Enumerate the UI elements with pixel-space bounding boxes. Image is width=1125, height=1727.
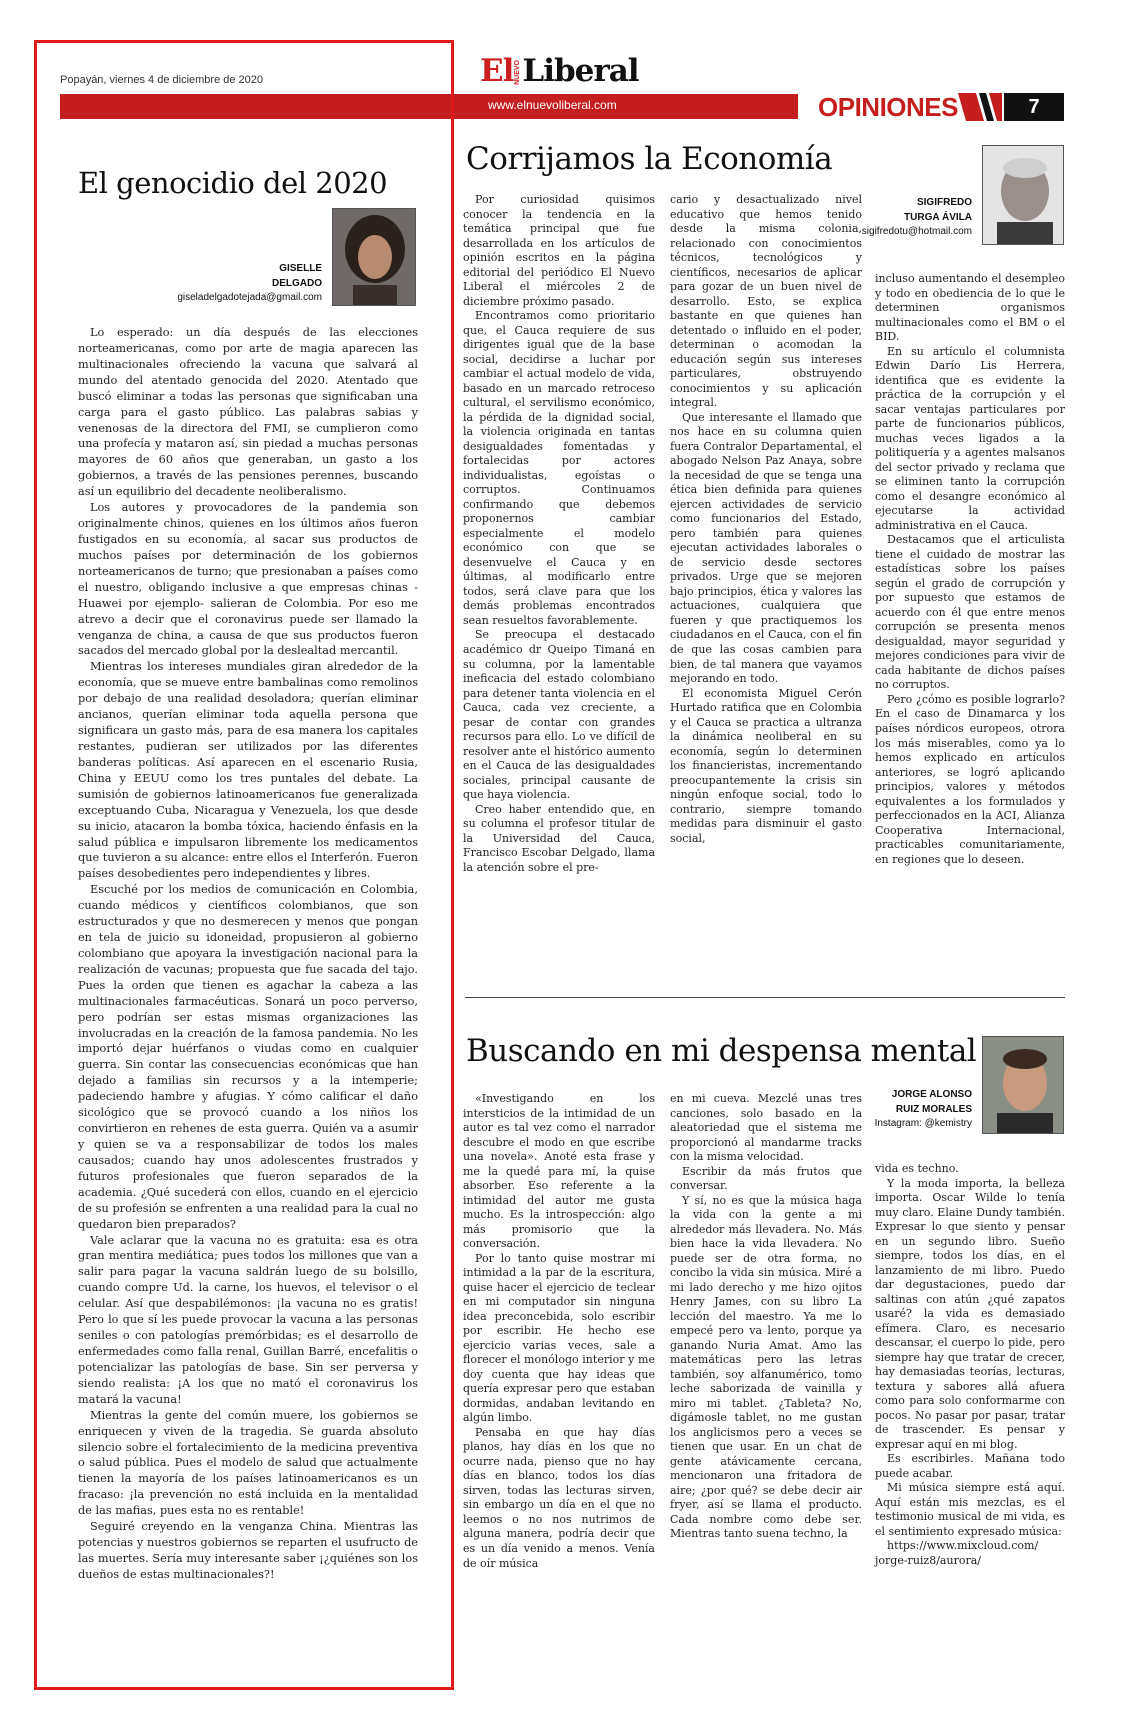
paragraph: Creo haber entendido que, en su columna el profesor titular de la Universidad del Cauca, Francisco Escobar Delgado, llama la atención sobre el pre- — [463, 802, 655, 874]
paragraph: Se preocupa el destacado académico dr Queipo Timaná en su columna, por la lamentable ineficacia del estado colombiano para detener tanta violencia en el Cauca, cada vez creciente, a pesar de contar con grandes recursos para ello. Lo ve difícil de resolver ante el histórico aumento en el Cauca de las desigualdades sociales, principal causante de que haya violencia. — [463, 628, 655, 802]
newspaper-logo: ElNUEVOLiberal — [480, 53, 639, 89]
author-byline: JORGE ALONSO RUIZ MORALES Instagram: @kemistry — [830, 1088, 972, 1132]
section-divider — [465, 997, 1065, 998]
author-portrait-icon — [982, 1036, 1064, 1134]
paragraph: Destacamos que el articulista tiene el cuidado de mostrar las estadísticas sobre los países según el grado de corrupción y por supuesto que estamos de acuerdo con él que entre menos corrupción se presenta menos desigualdad, mayor seguridad y mejores condiciones para vivir de cada habitante de dichos países no corruptos. — [875, 533, 1065, 692]
paragraph: Escribir da más frutos que conversar. — [670, 1164, 862, 1193]
paragraph: Pensaba en que hay días planos, hay días en los que no ocurre nada, pienso que no hay días en blanco, todos los días sirven, todas las lecturas sirven, sin embargo un día en el que no leemos o no nos nutrimos de alguna manera, podría decir que es un día venido a menos. Venía de oír música — [463, 1425, 655, 1570]
author-email: Instagram: @kemistry — [874, 1118, 972, 1129]
paragraph: Mientras los intereses mundiales giran alrededor de la economía, que se mueve entre bambalinas como remolinos por debajo de una realidad desoladora; querían eliminar ancianos, querían eliminar toda aquella persona que significara un gasto más, para de esa manera los capitales restantes, pudieran ser utilizados por las diferentes banderas políticas. Así aparecen en el escenario Rusia, China y EEUU como los tres puntales del debate. La sumisión de gobiernos latinoamericanos fue generalizada exceptuando Cuba, Nicaragua y Venezuela, los que desde su inicio, atacaron la bomba tóxica, haciendo énfasis en la salud pública e impulsaron libremente los medicamentos que tuvieron a su alcance: entre ellos el Interferón. Fueron países desobedientes pero independientes y libres. — [78, 660, 418, 881]
section-title: OPINIONES — [818, 92, 958, 122]
author-byline: GISELLE DELGADO giseladelgadotejada@gmail.com — [150, 262, 322, 306]
article-body — [463, 193, 655, 973]
paragraph: Mi música siempre está aquí. Aquí están mis mezclas, es el testimonio musical de mi vida, es el sentimiento expresado música: — [875, 1481, 1065, 1538]
paragraph: Y la moda importa, la belleza importa. Oscar Wilde lo tenía muy claro. Elaine Dundy también. Expresar lo que siento y pensar en un segundo libro. Sueño siempre, todos los días, en el lanzamiento de mi libro. Puedo dar degustaciones, puedo dar saltinas con atún ¿qué zapatos usaré? la vida es demasiado efímera. Claro, es necesario descansar, el cuerpo lo pide, pero siempre hay que tratar de crecer, hay demasiadas teorías, lecturas, textura y sabores allá afuera como para solo conformarme con pocos. No pasar por pasar, tratar de trascender. Es pensar y expresar aquí en mi blog. — [875, 1176, 1065, 1451]
paragraph: vida es techno. — [875, 1162, 959, 1175]
article-body — [463, 1092, 655, 1707]
article-body — [670, 1092, 862, 1707]
paragraph: Que interesante el llamado que nos hace en su columna quien fuera Contralor Departamental, el abogado Nelson Paz Anaya, sobre la necesidad de que se tenga una ética bien definida para quienes ejercen actividades de servicio como funcionarios del Estado, pero también para quienes ejecutan actividades laborales o de servicio desde sectores privados. Urge que se mejoren bajo principios, ética y valores las actuaciones, cualquiera que fueren y que practiquemos los ciudadanos en el Cauca, con el fin de que las cosas cambien para bien, de tal manera que vayamos mejorando en todo. — [670, 410, 862, 686]
issue-date: Popayán, viernes 4 de diciembre de 2020 — [60, 74, 264, 86]
paragraph: Por curiosidad quisimos conocer la tendencia en la temática principal que fue desarrollada en los artículos de opinión escritos en la página editorial del periódico El Nuevo Liberal el miércoles 2 de diciembre próximo pasado. — [463, 193, 655, 308]
paragraph: El economista Miguel Cerón Hurtado ratifica que en Colombia y el Cauca se practica a ultranza la dinámica neoliberal en su economía, según lo determinen los financieristas, incrementando preocupantemente la crisis sin ningún enfoque social, todo lo contrario, siempre tomando medidas para disminuir el gasto social, — [670, 686, 862, 845]
paragraph: Mientras la gente del común muere, los gobiernos se enriquecen y viven de la tragedia. Se guarda absoluto silencio sobre el fortalecimiento de la medicina preventiva o salud pública. Pues el modelo de salud que actualmente tienen la mayoría de los países latinoamericanos es un fracaso: ¡la prevención no está incluida en la mentalidad de las mafias, pues esta no es rentable! — [78, 1408, 418, 1518]
paragraph: Por lo tanto quise mostrar mi intimidad a la par de la escritura, quise hacer el ejercicio de teclear en mi computador sin ninguna idea preconcebida, solo escribir por escribir. He hecho ese ejercicio varias veces, sale a florecer el monólogo interior y me doy cuenta que hay ideas que quería expresar pero que estaban dormidas, andaban levitando en algún limbo. — [463, 1251, 655, 1425]
paragraph: Es escribirles. Mañana todo puede acabar. — [875, 1452, 1065, 1480]
author-portrait-icon — [982, 145, 1064, 245]
article-body — [78, 325, 418, 1655]
page-number: 7 — [1004, 93, 1064, 121]
paragraph: Pero ¿cómo es posible lograrlo? En el caso de Dinamarca y los países nórdicos europeos, otrora los más miserables, como ya lo hemos explicado en artículos anteriores, se logró aplicando principios, valores y métodos equivalentes a los formulados y perfeccionados en la ACI, Alianza Cooperativa Internacional, practicables comunitariamente, en regiones que lo deseen. — [875, 692, 1065, 866]
paragraph: https://www.mixcloud.com/ jorge-ruiz8/aurora/ — [875, 1539, 1039, 1567]
article-title: El genocidio del 2020 — [78, 166, 388, 200]
paragraph: en mi cueva. Mezclé unas tres canciones, solo basado en la aleatoriedad que el sistema me proporcionó al mandarme tracks con la misma velocidad. — [670, 1092, 862, 1164]
paragraph: Vale aclarar que la vacuna no es gratuita: esa es otra gran mentira mediática; pues todos los millones que van a salir para pagar la vacuna saldrán luego de su bolsillo, cuando compre Ud. la carne, los huevos, el televisor o el celular. Así que despabilémonos: ¡la vacuna no es gratis! Pero lo que sí les puede provocar la vacuna a las personas seniles o con patologías premórbidas; es el desarrollo de enfermedades como falla renal, Guillan Barré, encefalitis o potencializar las patologías de base. Sin ser perversa y siendo realista: ¡A los que no mató el coronavirus los matará la vacuna! — [78, 1233, 418, 1406]
author-byline: SIGIFREDO TURGA ÁVILA sigifredotu@hotmail.com — [830, 196, 972, 240]
article-body — [875, 272, 1065, 972]
author-email: giseladelgadotejada@gmail.com — [177, 292, 322, 303]
author-portrait-icon — [332, 208, 416, 306]
website-url: www.elnuevoliberal.com — [488, 98, 617, 112]
paragraph: incluso aumentando el desempleo y todo en obediencia de lo que le determinen organismos multinacionales como el BM o el BID. — [875, 272, 1065, 344]
article-body — [875, 1162, 1065, 1707]
author-email: sigifredotu@hotmail.com — [861, 226, 972, 237]
paragraph: Seguiré creyendo en la venganza China. Mientras las potencias y nuestros gobiernos se reparten el usufructo de las muertes. Sería muy interesante saber ¡¿quiénes son los dueños de estas multinacionales?! — [78, 1520, 418, 1581]
paragraph: «Investigando en los intersticios de la intimidad de un autor es tal vez como el narrador descubre el modo en que escribe una novela». Anoté esta frase y me la quedé para mí, la quise absorber. Eso referente a la intimidad del autor me gusta mucho. Es la introspección: algo más promisorio que la conversación. — [463, 1092, 655, 1251]
paragraph: Los autores y provocadores de la pandemia son originalmente chinos, quienes en los últimos años fueron fustigados en su economía, al sacar sus productos de muchos países por determinación de los gobiernos norteamericanos de turno; que presionaban a países como el nuestro, obligando inclusive a que empresas chinas -Huawei por ejemplo- salieran de Colombia. Por eso me atrevo a decir que el coronavirus puede ser llamado la venganza de china, a causa de que sus productos fueron sacados del mercado global por la deslealtad mercantil. — [78, 501, 418, 658]
paragraph: Escuché por los medios de comunicación en Colombia, cuando médicos y científicos colombianos, que son estructurados y que no desmerecen y menos que pongan en tela de juicio su idoneidad, propusieron al gobierno colombiano que apoyara la investigación nacional para la realización de vacunas; propuesta que fue sacada del tajo. Pues la orden que tienen es agachar la cabeza a las multinacionales farmacéuticas. Sonará un poco perverso, pero podrían ser estas mismas organizaciones las involucradas en la creación de la famosa pandemia. No les importó dejar huérfanos o viudas como en cualquier guerra. Sin contar las consecuencias económicas que han dejado a familias sin recursos y a la intemperie; padeciendo hambre y afugias. Y cómo calificar el daño sicológico que se provocó cuando a los niños los convirtieron en rehenes de esta guerra. Quién va a asumir y quien se va a responsabilizar de todos los males causados; cuando hay unos adolescentes frustrados y futuros profesionales que fueron separados de la academia. ¿Qué sucederá con ellos, cuando en el ejercicio de su profesión se enfrenten a una realidad para la cual no quedaron bien preparados? — [78, 883, 418, 1231]
article-genocidio — [78, 168, 418, 200]
decorative-stripes-icon — [958, 93, 1002, 121]
paragraph: En su artículo el columnista Edwin Darío Lis Herrera, identifica que es evidente la práctica de la corrupción y el sacar ventajas particulares por parte de funcionarios públicos, muchas veces ligados a la politiquería y a agentes malsanos del sector privado y reclama que se eliminen tanto la corrupción como el desangre económico al ejecutarse la actividad administrativa en el Cauca. — [875, 344, 1065, 532]
paragraph: Lo esperado: un día después de las elecciones norteamericanas, como por arte de magia aparecen las multinacionales ofreciendo la vacuna que salvará al mundo del atentado genocida del 2020. Atentado que buscó eliminar a todas las personas que significaban una carga para el gasto público. Las palabras sabias y venenosas de la directora del FMI, se cumplieron como una profecía y mataron así, sin piedad a muchas personas mayores de 60 años que generaban, un gasto a los gobiernos, a través de las pensiones perennes, buscando así un equilibrio del decadente neoliberalismo. — [78, 326, 418, 499]
paragraph: Encontramos como prioritario que, el Cauca requiere de sus dirigentes igual que de la base social, decidirse a luchar por cambiar el actual modelo de vida, basado en un marcado retroceso cultural, el servilismo económico, la pérdida de la dignidad social, la violencia originada en tantas desigualdades fomentadas y fortalecidas por actores individualistas, egoístas o corruptos. Continuamos confirmando que debemos proponernos cambiar especialmente el modelo económico con que se desenvuelve el Cauca y en últimas, al modificarlo entre todos, será clave para que los demás problemas encontrados sean resueltos favorablemente. — [463, 309, 655, 627]
article-title: Buscando en mi despensa mental — [466, 1033, 977, 1069]
article-body — [670, 193, 862, 973]
paragraph: Y sí, no es que la música haga la vida con la gente a mi alrededor más llevadera. No. Más bien hace la vida llevadera. No puede ser de otra forma, no concibo la vida sin música. Miré a mi lado derecho y me hizo ojitos Henry James, con su libro La lección del maestro. Ya me lo empecé pero va lento, porque ya ganando Nuria Amat. Amo las matemáticas pero las letras también, soy alfanumérico, tomo leche saborizada de vainilla y miro mi tablet. ¿Tableta? No, digámosle tablet, no me gustan los anglicismos pero a veces se tienen que usar. En un chat de gente atávicamente cercana, mencionaron una fritadora de aire; ¿por qué? se debe decir air fryer, así se llama el producto. Cada nombre como debe ser. Mientras tanto suena techno, la — [670, 1193, 862, 1541]
article-title: Corrijamos la Economía — [466, 141, 833, 177]
paragraph: cario y desactualizado nivel educativo que hemos tenido desde la misma colonia, relacionado con conocimientos técnicos, tecnológicos y científicos, necesarios de aplicar para gozar de un buen nivel de desarrollo. Esto, se explica bastante en que quienes han detentado o influido en el poder, determinan o acomodan la educación según sus intereses particulares, obstruyendo conocimientos y su aplicación integral. — [670, 193, 862, 410]
